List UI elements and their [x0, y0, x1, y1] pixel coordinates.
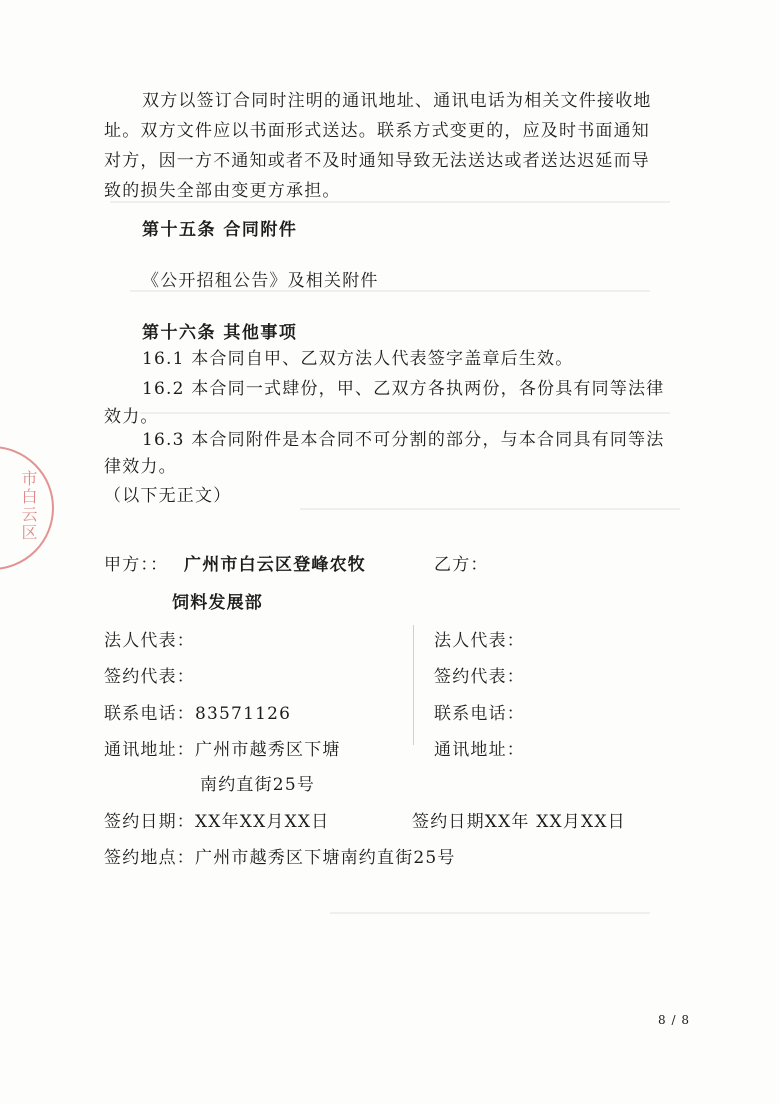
notice-line-4: 致的损失全部由变更方承担。 [104, 181, 341, 201]
end-note: （以下无正文） [104, 486, 232, 506]
phone-a: 联系电话：83571126 [104, 704, 292, 724]
page-number: 8 / 8 [658, 1013, 690, 1027]
party-a-name-line-2: 饲料发展部 [172, 593, 263, 613]
sign-rep-a: 签约代表： [104, 667, 195, 687]
article-16-item-2-line-2: 效力。 [104, 407, 159, 427]
legal-rep-a: 法人代表： [104, 631, 195, 651]
article-16-heading: 第十六条 其他事项 [142, 323, 298, 343]
article-16-item-3-line-1: 16.3 本合同附件是本合同不可分割的部分，与本合同具有同等法 [142, 430, 665, 450]
address-a-line-1: 通讯地址：广州市越秀区下塘 [104, 740, 341, 760]
sign-rep-b: 签约代表： [434, 667, 525, 687]
article-15-heading: 第十五条 合同附件 [142, 220, 298, 240]
party-a-label: 甲方：： [104, 555, 169, 575]
notice-line-2: 址。双方文件应以书面形式送达。联系方式变更的，应及时书面通知 [104, 121, 650, 141]
date-b: 签约日期XX年 XX月XX日 [412, 812, 626, 832]
article-16-item-3-line-2: 律效力。 [104, 457, 177, 477]
notice-line-3: 对方，因一方不通知或者不及时通知导致无法送达或者送达迟延而导 [104, 151, 650, 171]
article-16-item-1: 16.1 本合同自甲、乙双方法人代表签字盖章后生效。 [142, 349, 574, 369]
address-a-line-2: 南约直街25号 [200, 775, 316, 795]
notice-line-1: 双方以签订合同时注明的通讯地址、通讯电话为相关文件接收地 [142, 91, 652, 111]
sign-place: 签约地点：广州市越秀区下塘南约直街25号 [104, 848, 456, 868]
date-a: 签约日期：XX年XX月XX日 [104, 812, 330, 832]
legal-rep-b: 法人代表： [434, 631, 525, 651]
article-16-item-2-line-1: 16.2 本合同一式肆份，甲、乙双方各执两份，各份具有同等法律 [142, 379, 665, 399]
address-b: 通讯地址： [434, 740, 525, 760]
article-15-content: 《公开招租公告》及相关附件 [142, 271, 379, 291]
seal-text: 市白云区 [19, 470, 38, 542]
party-a-name-line-1: 广州市白云区登峰农牧 [184, 555, 366, 575]
party-b-label: 乙方： [434, 555, 489, 575]
phone-b: 联系电话： [434, 704, 525, 724]
bleed-through-line [330, 912, 650, 914]
